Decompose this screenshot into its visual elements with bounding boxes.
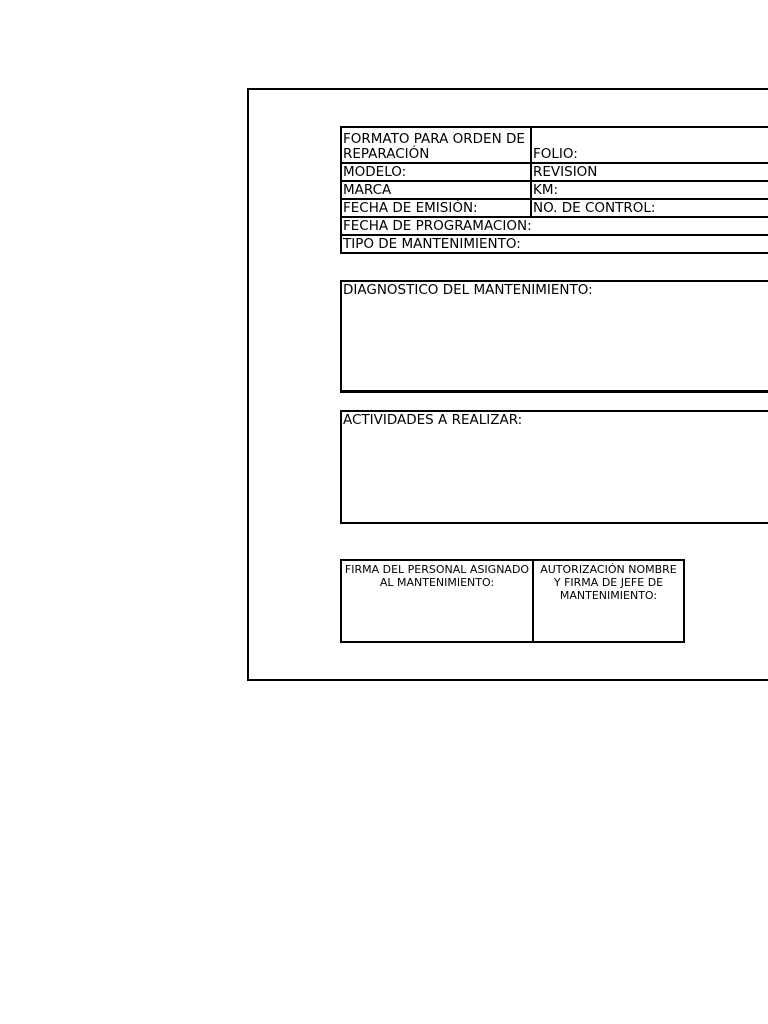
form-title: FORMATO PARA ORDEN DE REPARACIÓN	[341, 127, 531, 163]
table-row	[341, 127, 768, 163]
tipo-mantenimiento-label: TIPO DE MANTENIMIENTO:	[341, 235, 768, 253]
fecha-programacion-label: FECHA DE PROGRAMACION:	[341, 217, 768, 235]
fecha-emision-label: FECHA DE EMISIÓN:	[341, 199, 531, 217]
modelo-label: MODELO:	[341, 163, 531, 181]
table-row	[341, 199, 768, 217]
no-control-label: NO. DE CONTROL:	[531, 199, 768, 217]
header-table	[340, 126, 768, 254]
firma-personal-label: FIRMA DEL PERSONAL ASIGNADO AL MANTENIMIENTO:	[344, 563, 530, 589]
actividades-label: ACTIVIDADES A REALIZAR:	[343, 412, 523, 428]
marca-label: MARCA	[341, 181, 531, 199]
table-row	[341, 181, 768, 199]
diagnostico-box[interactable]	[340, 280, 768, 393]
km-label: KM:	[531, 181, 768, 199]
table-row	[341, 235, 768, 253]
folio-label: FOLIO:	[531, 127, 768, 163]
firma-personal-cell[interactable]	[341, 560, 533, 642]
table-row	[341, 217, 768, 235]
actividades-box[interactable]	[340, 410, 768, 524]
autorizacion-cell[interactable]	[533, 560, 684, 642]
table-row	[341, 163, 768, 181]
revision-label: REVISION	[531, 163, 768, 181]
diagnostico-label: DIAGNOSTICO DEL MANTENIMIENTO:	[343, 282, 593, 298]
signature-table	[340, 559, 685, 643]
autorizacion-label: AUTORIZACIÓN NOMBRE Y FIRMA DE JEFE DE MANTENIMIENTO:	[540, 563, 677, 602]
table-row	[341, 560, 684, 642]
